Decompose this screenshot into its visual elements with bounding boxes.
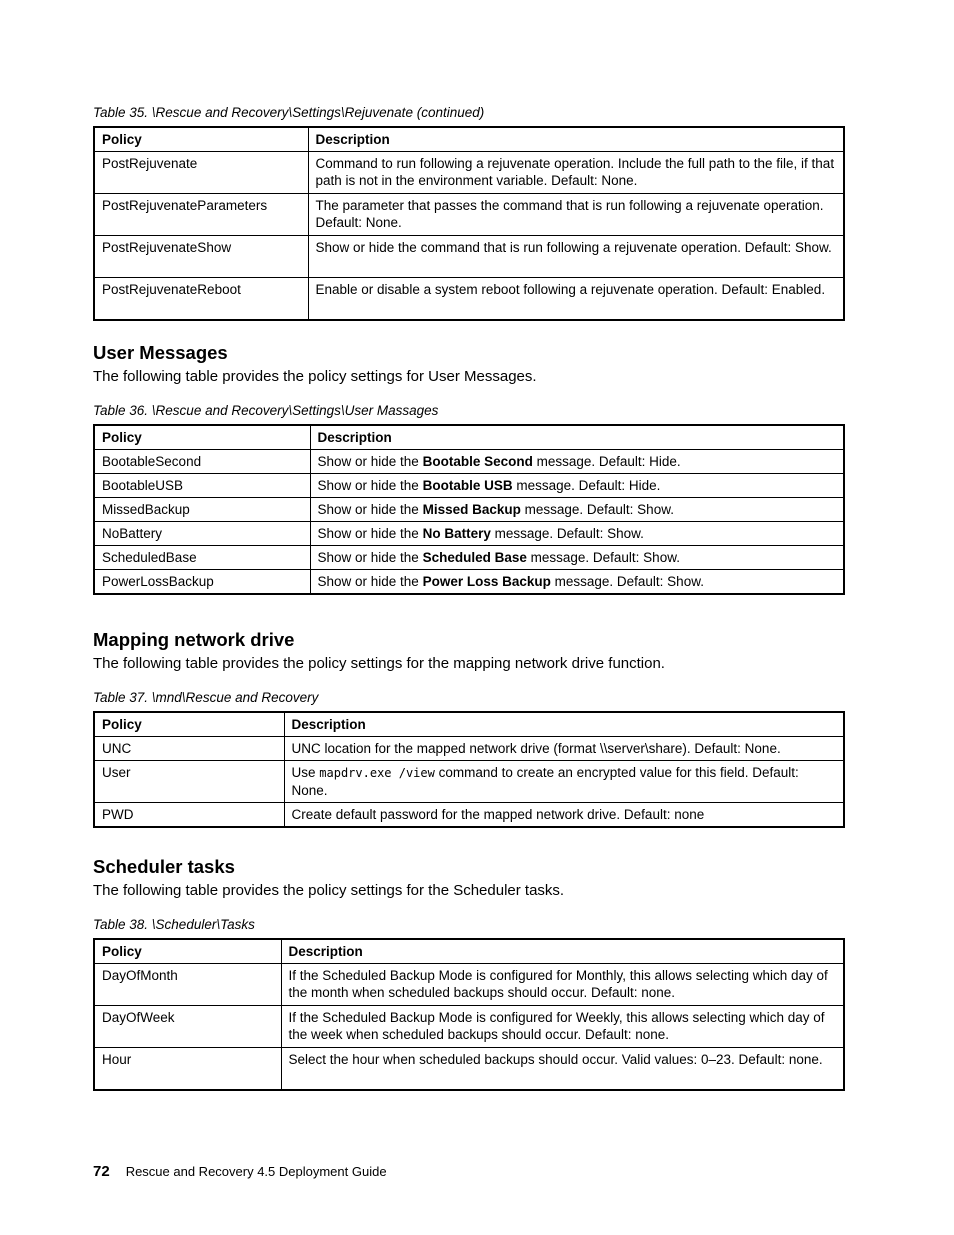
description-cell: The parameter that passes the command that is run following a rejuvenate operation. Default: None. — [308, 194, 844, 236]
policy-cell: User — [94, 761, 284, 803]
description-cell: If the Scheduled Backup Mode is configured for Weekly, this allows selecting which day of the week when scheduled backups should occur. Default: none. — [281, 1006, 844, 1048]
table-header-row — [94, 127, 844, 152]
policy-cell: UNC — [94, 737, 284, 761]
table-header-row — [94, 939, 844, 964]
user-messages-table — [93, 424, 845, 595]
column-header-policy: Policy — [94, 939, 281, 964]
table-row — [94, 570, 844, 595]
policy-cell: PostRejuvenate — [94, 152, 308, 194]
section-heading: Mapping network drive — [93, 629, 295, 650]
description-cell: Enable or disable a system reboot following a rejuvenate operation. Default: Enabled. — [308, 278, 844, 320]
table-row — [94, 803, 844, 828]
command-code: mapdrv.exe /view — [319, 766, 435, 780]
description-cell: Show or hide the command that is run following a rejuvenate operation. Default: Show. — [308, 236, 844, 278]
description-cell: If the Scheduled Backup Mode is configured for Monthly, this allows selecting which day of the month when scheduled backups should occur. Default: none. — [281, 964, 844, 1006]
user-messages-section — [93, 341, 845, 595]
column-header-policy: Policy — [94, 127, 308, 152]
description-cell: Show or hide the Power Loss Backup message. Default: Show. — [310, 570, 844, 595]
page-footer — [93, 1163, 387, 1180]
description-cell: Show or hide the Bootable Second message. Default: Hide. — [310, 450, 844, 474]
table-row — [94, 194, 844, 236]
section-intro: The following table provides the policy settings for the Scheduler tasks. — [93, 882, 565, 899]
table-row — [94, 236, 844, 278]
section-heading: User Messages — [93, 342, 228, 363]
table-row — [94, 278, 844, 320]
rejuvenate-table — [93, 126, 845, 321]
column-header-description: Description — [281, 939, 844, 964]
scheduler-tasks-section — [93, 855, 845, 1091]
table-row — [94, 1006, 844, 1048]
policy-cell: ScheduledBase — [94, 546, 310, 570]
table-row — [94, 450, 844, 474]
mapping-network-drive-section — [93, 628, 845, 828]
description-cell: Use mapdrv.exe /view command to create an encrypted value for this field. Default: None. — [284, 761, 844, 803]
document-title: Rescue and Recovery 4.5 Deployment Guide — [125, 1164, 387, 1179]
column-header-description: Description — [284, 712, 844, 737]
description-cell: UNC location for the mapped network drive (format \\server\share). Default: None. — [284, 737, 844, 761]
column-header-policy: Policy — [94, 712, 284, 737]
table-row — [94, 964, 844, 1006]
table-row — [94, 737, 844, 761]
policy-cell: MissedBackup — [94, 498, 310, 522]
table-row — [94, 761, 844, 803]
scheduler-table — [93, 938, 845, 1091]
description-cell: Show or hide the No Battery message. Default: Show. — [310, 522, 844, 546]
table-caption: Table 35. \Rescue and Recovery\Settings\Rejuvenate (continued) — [93, 105, 485, 120]
table-caption: Table 38. \Scheduler\Tasks — [93, 917, 255, 932]
table-row — [94, 498, 844, 522]
description-cell: Command to run following a rejuvenate operation. Include the full path to the file, if that path is not in the environment variable. Default: None. — [308, 152, 844, 194]
policy-cell: DayOfMonth — [94, 964, 281, 1006]
section-intro: The following table provides the policy settings for User Messages. — [93, 368, 537, 385]
table-35-block — [93, 104, 845, 321]
description-cell: Show or hide the Missed Backup message. Default: Show. — [310, 498, 844, 522]
table-row — [94, 152, 844, 194]
column-header-description: Description — [308, 127, 844, 152]
policy-cell: PostRejuvenateShow — [94, 236, 308, 278]
policy-cell: PostRejuvenateReboot — [94, 278, 308, 320]
policy-cell: PWD — [94, 803, 284, 828]
table-row — [94, 522, 844, 546]
table-row — [94, 1048, 844, 1090]
table-caption: Table 36. \Rescue and Recovery\Settings\User Massages — [93, 403, 439, 418]
section-intro: The following table provides the policy settings for the mapping network drive function. — [93, 655, 665, 672]
mapping-table — [93, 711, 845, 828]
policy-cell: NoBattery — [94, 522, 310, 546]
table-row — [94, 546, 844, 570]
policy-cell: DayOfWeek — [94, 1006, 281, 1048]
description-cell: Show or hide the Bootable USB message. Default: Hide. — [310, 474, 844, 498]
table-header-row — [94, 712, 844, 737]
table-header-row — [94, 425, 844, 450]
policy-cell: Hour — [94, 1048, 281, 1090]
description-cell: Select the hour when scheduled backups should occur. Valid values: 0–23. Default: none. — [281, 1048, 844, 1090]
table-caption: Table 37. \mnd\Rescue and Recovery — [93, 690, 319, 705]
column-header-description: Description — [310, 425, 844, 450]
table-row — [94, 474, 844, 498]
policy-cell: BootableUSB — [94, 474, 310, 498]
policy-cell: PowerLossBackup — [94, 570, 310, 595]
section-heading: Scheduler tasks — [93, 856, 235, 877]
policy-cell: BootableSecond — [94, 450, 310, 474]
policy-cell: PostRejuvenateParameters — [94, 194, 308, 236]
description-cell: Show or hide the Scheduled Base message. Default: Show. — [310, 546, 844, 570]
description-cell: Create default password for the mapped network drive. Default: none — [284, 803, 844, 828]
column-header-policy: Policy — [94, 425, 310, 450]
page-number: 72 — [93, 1163, 110, 1180]
